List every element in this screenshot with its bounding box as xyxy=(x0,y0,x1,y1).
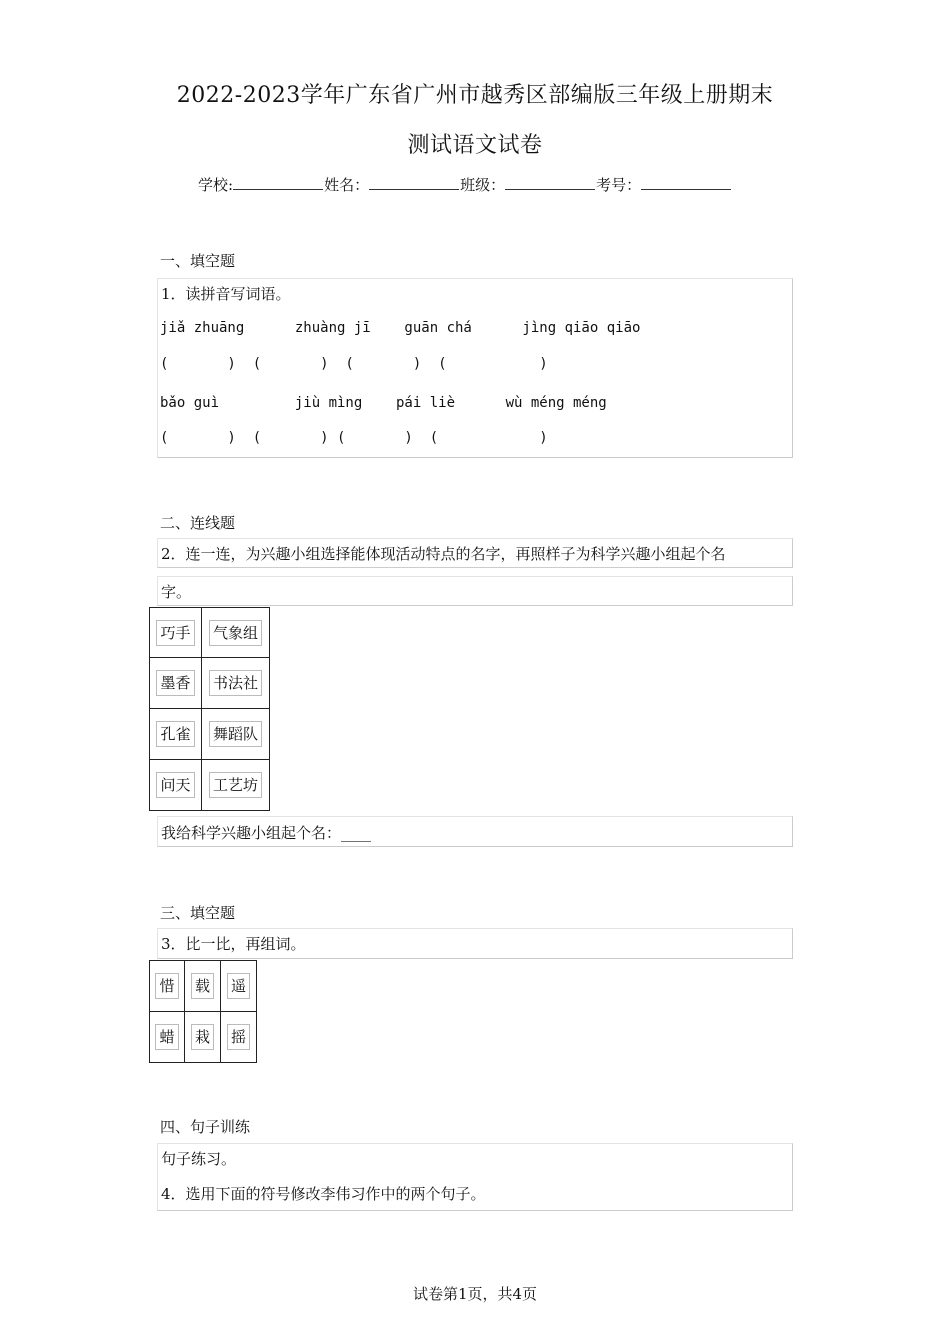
question-4-sub: 句子练习。 xyxy=(161,1150,237,1168)
compare-cell: 载 xyxy=(185,961,221,1012)
question-1-text: 1．读拼音写词语。 xyxy=(161,285,291,303)
page-footer: 试卷第1页，共4页 xyxy=(412,1285,538,1303)
matching-cell[interactable]: 孔雀 xyxy=(150,709,202,760)
school-label: 学校: xyxy=(198,176,234,194)
matching-cell[interactable]: 墨香 xyxy=(150,658,202,709)
section-2-heading: 二、连线题 xyxy=(160,514,236,532)
compare-grid xyxy=(149,960,257,1063)
name-label: 姓名： xyxy=(324,176,370,194)
question-2-text-line-1: 2．连一连，为兴趣小组选择能体现活动特点的名字，再照样子为科学兴趣小组起个名 xyxy=(161,545,726,563)
compare-cell: 蜡 xyxy=(150,1012,185,1063)
matching-cell[interactable]: 巧手 xyxy=(150,608,202,658)
question-4-box xyxy=(157,1143,793,1211)
matching-cell[interactable]: 工艺坊 xyxy=(202,760,270,811)
science-group-name-box xyxy=(157,816,793,847)
question-2-box xyxy=(157,538,793,568)
exam-number-blank[interactable] xyxy=(641,175,731,190)
science-group-name-line[interactable]: 我给科学兴趣小组起个名：____ xyxy=(161,824,372,842)
matching-grid xyxy=(149,607,270,811)
compare-cell: 摇 xyxy=(221,1012,257,1063)
question-3-box xyxy=(157,928,793,959)
matching-cell[interactable]: 书法社 xyxy=(202,658,270,709)
question-2-text-line-2: 字。 xyxy=(161,583,192,601)
question-2-box-cont xyxy=(157,576,793,606)
matching-cell[interactable]: 舞蹈队 xyxy=(202,709,270,760)
question-3-text: 3．比一比，再组词。 xyxy=(161,935,306,953)
class-blank[interactable] xyxy=(505,175,595,190)
name-blank[interactable] xyxy=(369,175,459,190)
question-4-text: 4．选用下面的符号修改李伟习作中的两个句子。 xyxy=(161,1185,486,1203)
question-1-box xyxy=(157,278,793,458)
page-title-line-2: 测试语文试卷 xyxy=(407,133,543,158)
matching-cell[interactable]: 气象组 xyxy=(202,608,270,658)
section-1-heading: 一、填空题 xyxy=(160,252,236,270)
answer-parens-row-2[interactable]: ( ) ( ) ( ) ( ) xyxy=(160,430,548,446)
exam-number-label: 考号： xyxy=(596,176,642,194)
compare-cell: 遥 xyxy=(221,961,257,1012)
compare-cell: 惜 xyxy=(150,961,185,1012)
pinyin-row-1: jiǎ zhuāng zhuàng jī guān chá jìng qiāo qiāo xyxy=(160,320,641,336)
school-blank[interactable] xyxy=(233,175,323,190)
answer-parens-row-1[interactable]: ( ) ( ) ( ) ( ) xyxy=(160,356,548,372)
class-label: 班级： xyxy=(460,176,506,194)
page-title-line-1: 2022-2023学年广东省广州市越秀区部编版三年级上册期末 xyxy=(176,83,774,108)
section-4-heading: 四、句子训练 xyxy=(160,1118,251,1136)
compare-cell: 栽 xyxy=(185,1012,221,1063)
section-3-heading: 三、填空题 xyxy=(160,904,236,922)
matching-cell[interactable]: 问天 xyxy=(150,760,202,811)
student-info-row xyxy=(198,174,732,195)
pinyin-row-2: bǎo guì jiù mìng pái liè wù méng méng xyxy=(160,395,607,411)
